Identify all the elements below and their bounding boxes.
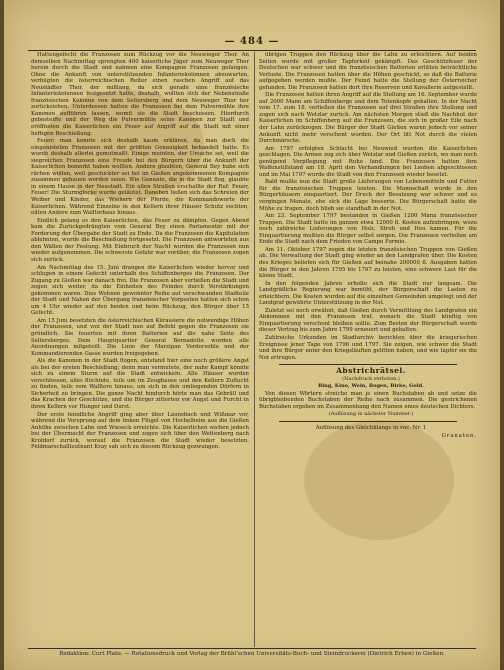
page-number: — 484 — — [224, 36, 280, 47]
answer-label: Auflösung des Gleichklangs in voc. Nr. 1 — [315, 424, 427, 431]
riddle-note: (Auflösung in nächster Nummer.) — [328, 411, 414, 418]
section-divider — [279, 364, 457, 365]
paragraph: Bald mußte nun die Stadt große Lieferungen von Lebensmitteln und Futter für die französischen Truppen leisten. Die Mannschaft wurde in den Bürgerhäusern einquartiert. Der Druck der Besatzung war schwer und es vergingen Monate, ehe sich die Lage besserte. Die Bürgerschaft hatte die Mühe zu tragen, doch blieb sie standhaft in der Not. — [259, 179, 477, 212]
paragraph: Als die Kanonen in der Stadt flogen, entstand hier eine noch größere Angst als bei der ersten Beschießung; denn man vermutete, der nahe Kampf könnte sich zu einem Sturm auf die Stadt entwickeln. Alle Häuser wurden verschlossen, alles flüchtete, teils um im Zeughause und den Kellern Zuflucht zu finden, teils vom Walltore hinaus, um sich in den umliegenden Dörfern in Sicherheit zu bringen. Die ganze Nacht hindurch hörte man das Gebrüll und das Krachen der Geschütze, und die Bürger zitterten vor Angst und Furcht in ihren Kellern vor Hunger und Durst. — [31, 358, 249, 410]
footer-rule — [28, 648, 476, 649]
paragraph: Zuletzt sei noch erwähnt, daß Gießen durch Vermittlung des Landgrafen ein Abkommen mit den Franzosen traf, wonach die Stadt künftig von Einquartierung verschont bleiben sollte. Zum Besten der Bürgerschaft wurde dieser Vertrag bis zum Jahre 1799 erneuert und gehalten. — [259, 307, 477, 334]
riddle-instructions: Von diesen Wörtern streiche man je einen Buchstaben ab und setze die übrigbleibenden Buchstaben der Reihe nach zusammen. Die gestrichenen Buchstaben ergeben im Zusammenhang den Namen eines deutschen Dichters. — [259, 390, 477, 410]
left-column — [31, 52, 249, 647]
paragraph: Am 15 Juni besetzten die österreichischen Kürassiere die notwendige Höhen der Franzosen, und von der Stadt nun auf Befehl gegen die Franzosen sie gründlich. Sie feuerten mit ihren Batterien auf die nahe Seite des Seltersberges. Dem Hauptquartier General Bernadotte wurden alle Anordnungen mitgeteilt. Die Linie der Marzipan Vordersohle und der Kommandierenden Gasse wurden freigegeben. — [31, 317, 249, 357]
riddle-subtitle: (Nachdruck verboten.) — [342, 375, 400, 382]
riddle-title: Abstrichrätsel. — [336, 366, 406, 376]
newspaper-page — [4, 0, 500, 670]
paragraph: Die Franzosen hatten ihren Angriff auf die Stellung am 16. September wurde auf 2000 Mann am Schiffenberge und dem Totenkopfe gehalten. In der Nacht vom 17. zum 18. verließen die Franzosen auf drei Straßen ihre Stellung und zogen sich nach Wetzlar zurück. Am nächsten Morgen stieß die Nachhut der Kaiserlichen im Schiffenberg auf die Franzosen, die sich in großer Eile nach der Lahn zurückzogen. Die Bürger der Stadt Gießen waren jedoch vor seiner Ankunft nicht mehr verschont worden. Der Ort litt Not durch die vielen Durchmärsche. — [259, 92, 477, 145]
answer-text: Granaten. — [441, 432, 477, 439]
column-divider — [254, 52, 255, 647]
riddle-words: Ring, Kino, Wein, Bogen, Birke, Gold. — [318, 383, 424, 390]
imprint-footer: Redaktion: Curt Plato. — Rotationsdruck und Verlag der Brühl'schen Universitäts-Buch- und Steindruckerei (Dietrich Erben) in Gießen. — [59, 651, 445, 657]
paragraph: Zahlreiche Urkunden im Stadtarchiv berichten über die kriegerischen Ereignisse jener Tage von 1796 und 1797. Sie zeigen, wie schwer die Stadt und ihre Bürger unter den Kriegsläuften gelitten haben, und wie tapfer sie die Not ertrugen. — [259, 334, 477, 361]
paragraph: Am 23. September 1797 bestanden in Gießen 1200 Mann französischer Truppen. Die Stadt hatte im ganzen etwa 12000 fl. Kosten aufzubringen, wozu noch zahlreiche Lieferungen von Holz, Stroh und Heu kamen. Für die Einquartierung mußten die Bürger selbst sorgen. Die Franzosen verließen am Ende die Stadt nach dem Frieden von Campo Formio. — [259, 213, 477, 246]
paragraph: Hattengefecht die Franzosen zum Rückzug vor die Neuwieger Thor. An demselben Nachmittag sprengten 400 kaiserliche Jäger zum Neuweger Thor herein durch die Stadt und nahmen eine Kompagnie Franzosen gefangen. Ohne die Ankunft von unterstützenden Infanteriekolonnen abzuwarten, verfolgten die österreichischen Reiter einen raschen Angriff auf das Neustädter Thor, der mißlang, da sich gerade eine französische Infanteriekolonnen festgesetzt hatte, deshalb, wollten sich der Nebenstraße französischen Kolonne von dem Seltersberg und dem Neuweger Thor her zurückziehen. Unterdessen hatten die Franzosen bei dem Pulvermühle ihre Kanonen aufführen lassen, womit sie die Stadt beschossen. Hierdurch gebesteifte und der Weg die Pulvermühle seine Kanonen zur Stadt und eröffneten die Kaiserlichen ein Feuer auf Angriff auf die Stadt mit einer heftigen Beschießung. — [31, 52, 249, 137]
paragraph: Endlich gelang es den Kaiserlichen, das Feuer zu dämpfen. Gegen Abend kam die Zurückgedrängten vom General Bey einen Parlamentär mit der Forderung der Übergabe der Stadt zu Ende. Da die Franzosen die Kapitulation ablehnten, wurde die Beschießung fortgesetzt. Die Franzosen antworteten aus den Wällen der Festung. Mit Einbruch der Nacht wurden die Franzosen nun wieder aufgenommen. Die schwerste Gefahr war vorüber, die Franzosen zogen sich zurück. — [31, 217, 249, 263]
header-rule — [28, 50, 476, 51]
paragraph: Feuer; man konnte sich deshalb kaum erklären, da man doch die eingenisteten Franzosen mit der größten Genauigkeit behandelt hatte. Es wurde deshalb allerlei gemutmaßt. Einige meinten, der Ursache sei, weil die siegreichen Franzosen eine Freude bei den Bürgern über die Ankunft der Kaiserlichen bemerkt haben wollten. Andere glaubten, General Bey habe sich rächen wollen, weil geschickter sei bei im Gießen angekommenen Kompagnie zusammen gehauen worden seien. Wie Gennate, die in die Stadt flog, glaubte in einem Hause in der Neustadt. Ein allen Straßen erschallte der Ruf: Feuer, Feuer! Die Sturmglocke wurde geläutet. Daneben ließen sich das Schreien der Weiber und Kinder, das Wiehern der Pferde, die Kommandoworte der Kaiserlichen. Während Einzelne in den Kellern ihrer Häuser Schutz suchten, eilten Andere zum Walltorhaus hinaus. — [31, 138, 249, 217]
riddle-section — [259, 368, 477, 439]
paragraph: Am 11. Oktober 1797 zogen die letzten französischen Truppen von Gießen ab. Die Verwaltung der Stadt ging wieder an den Landgrafen über. Die Kosten des Krieges beliefen sich für Gießen auf beinahe 200000 fl. Ausgaben hatten die Bürger in den Jahren 1795 bis 1797 zu leisten, eine schwere Last für die kleine Stadt. — [259, 246, 477, 280]
paragraph: Am Nachmittag des 15. Juni drangen die Kaiserlichen wieder hervor und schlugen in einem Gefecht unterhalb des Schiffenberges die Franzosen. Der Zugang zu Gießen war danach frei. Die Franzosen aber verließen die Stadt und zogen sich weiter, da die Einheiten des Feindes durch Verstärkungen gekommen waren. Dies Wohnen gewohnter Reihe auf verschwanden Stadteile der Stadt und Nahen der Übergang französischer Vorposten hatten sich schon um 4 Uhr wieder auf den beiden und beim Rückzug, den Bürger über 15 Gefecht. — [31, 264, 249, 317]
paragraph: Am 1797 erfolgten Schlacht bei Neuwied wurden die Kaiserlichen geschlagen. Die Armee zog sich über Wetzlar und Gießen zurück, wo man noch genügend Verpflegung mit Ruhe fand. Die Franzosen hatten ihre Waffenstillstand am 18. April den Verhandlungen bei Leoben abgeschlossen und im Mai 1797 wurde die Stadt von den Franzosen wieder besetzt. — [259, 145, 477, 178]
section-divider — [279, 421, 457, 422]
paragraph: übrigen Truppen den Rückzug über die Lahn zu erleichtern. Auf beiden Seiten wurde mit großer Tapferkeit gekämpft. Das Geschützfeuer der Deutschen war schwer und die französischen Batterien erlitten beträchtliche Verluste. Die Franzosen hatten über die Höhen geschickt, so daß die Batterie aufgegeben werden mußte. Der Feind hatte die Stellung der Österreicher gefunden. Die Franzosen hatten dort ihre Reserven und Kavallerie aufgestellt. — [259, 52, 477, 91]
right-column — [259, 52, 477, 647]
paragraph: Der erste feindliche Angriff ging aber über Launsbach und Wißmar vor, während die Vorsprung auf dem linken Flügel von Hochelheim aus die Gießen Anhöhe zwischen Lahn und Wieseck erreichte. Die Kaiserlichen wichen jedoch bei der Übermacht der Franzosen und zogen sich über den Wettenberg nach Krofdorf zurück, worauf die Franzosen die Stadt wieder besetzten. Feldmarschallleutnant Kray sah sich zu diesem Rückzug gezwungen. — [31, 411, 249, 451]
paragraph: In den folgenden Jahren erholte sich die Stadt nur langsam. Die Landgräfliche Regierung war bemüht, der Bürgerschaft die Lasten zu erleichtern. Die Kosten wurden auf die einzelnen Gemeinden umgelegt und der Landgraf gewährte Unterstützung in der Not. — [259, 280, 477, 307]
